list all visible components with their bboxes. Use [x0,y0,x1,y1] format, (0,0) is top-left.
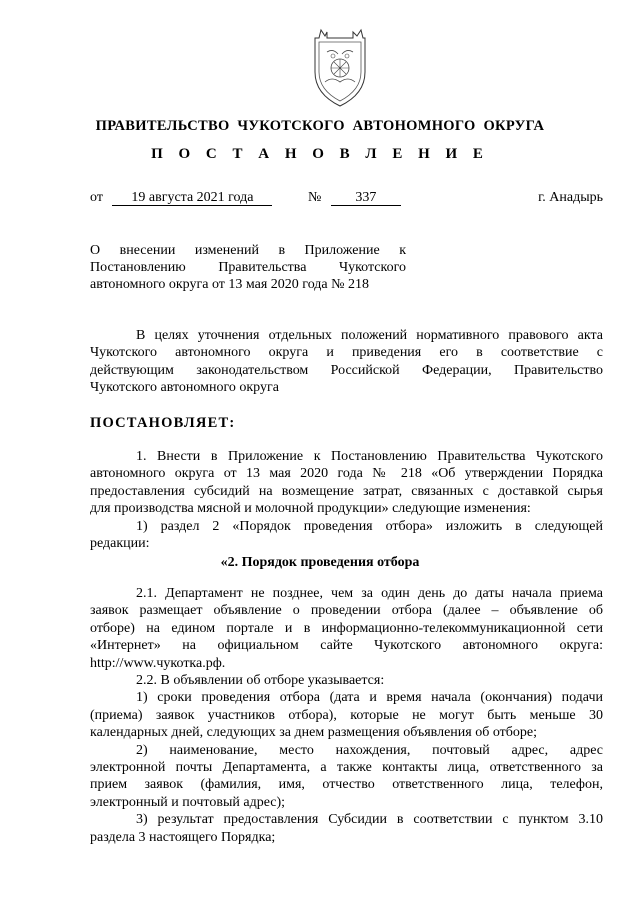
text-line: 1) сроки проведения отбора (дата и время начала (окончания) подачи [136,690,603,706]
text-line: Чукотского автономного округа [90,380,279,396]
coat-of-arms-icon [305,24,375,110]
text-line: 3) результат предоставления Субсидии в соответствии с пунктом 3.10 [136,812,603,828]
document-type: П О С Т А Н О В Л Е Н И Е [151,146,489,162]
text-line: 2.2. В объявлении об отборе указывается: [136,673,385,688]
paragraph-2-1 [90,585,603,672]
item-1 [90,448,603,552]
text-line: действующим законодательством Российской Федерации, Правительство [90,362,603,378]
government-title: ПРАВИТЕЛЬСТВО ЧУКОТСКОГО АВТОНОМНОГО ОКРУГА [95,118,545,134]
subject-line: О внесении изменений в Приложение к [90,243,406,258]
text-line: Чукотского автономного округа и приведения его в соответствие с [90,345,603,361]
text-line: http://www.чукотка.рф. [90,655,226,671]
text-line: для производства мясной и молочной продукции» следующие изменения: [90,501,531,517]
document-number: 337 [331,190,401,206]
from-label: от [90,190,103,205]
subject-line: Постановлению Правительства Чукотского [90,260,406,275]
document-subject [90,242,406,293]
text-line: «Интернет» на официальном сайте Чукотского автономного округа: [90,638,603,654]
section-title: «2. Порядок проведения отбора [220,555,420,570]
text-line: отборе) на едином портале и в информационно-телекоммуникационной сети [90,620,603,636]
text-line: В целях уточнения отдельных положений нормативного правового акта [136,328,603,343]
document-city: г. Анадырь [538,190,603,205]
text-line: заявок размещает объявление о проведении отбора (далее – объявление об [90,603,603,619]
text-line: 1) раздел 2 «Порядок проведения отбора» изложить в следующей [136,518,603,534]
text-line: 2.1. Департамент не позднее, чем за один день до даты начала приема [136,586,603,601]
text-line: предоставления субсидий на возмещение затрат, связанных с доставкой сырья [90,483,603,499]
text-line: редакции: [90,535,150,551]
text-line: прием заявок (фамилия, имя, отчество ответственного лица, телефон, [90,777,603,793]
text-line: автономного округа от 13 мая 2020 года № 218 «Об утверждении Порядка [90,466,603,482]
paragraph-2-2 [90,672,603,846]
subject-line: автономного округа от 13 мая 2020 года № 218 [90,277,369,292]
text-line: раздела 3 настоящего Порядка; [90,829,276,845]
document-date: 19 августа 2021 года [112,190,272,206]
text-line: электронный и почтовый адрес); [90,794,286,810]
date-row [90,190,272,206]
number-row [308,190,401,206]
resolves-heading: ПОСТАНОВЛЯЕТ: [90,415,236,431]
text-line: 1. Внести в Приложение к Постановлению Правительства Чукотского [136,449,603,464]
preamble [90,327,603,397]
text-line: 2) наименование, место нахождения, почтовый адрес, адрес [136,742,603,758]
text-line: (приема) заявок участников отбора), которые не могут быть меньше 30 [90,707,603,723]
text-line: календарных дней, следующих за днем размещения объявления об отборе; [90,725,538,741]
number-label: № [308,190,322,205]
text-line: электронной почты Департамента, а также контакты лица, ответственного за [90,759,603,775]
